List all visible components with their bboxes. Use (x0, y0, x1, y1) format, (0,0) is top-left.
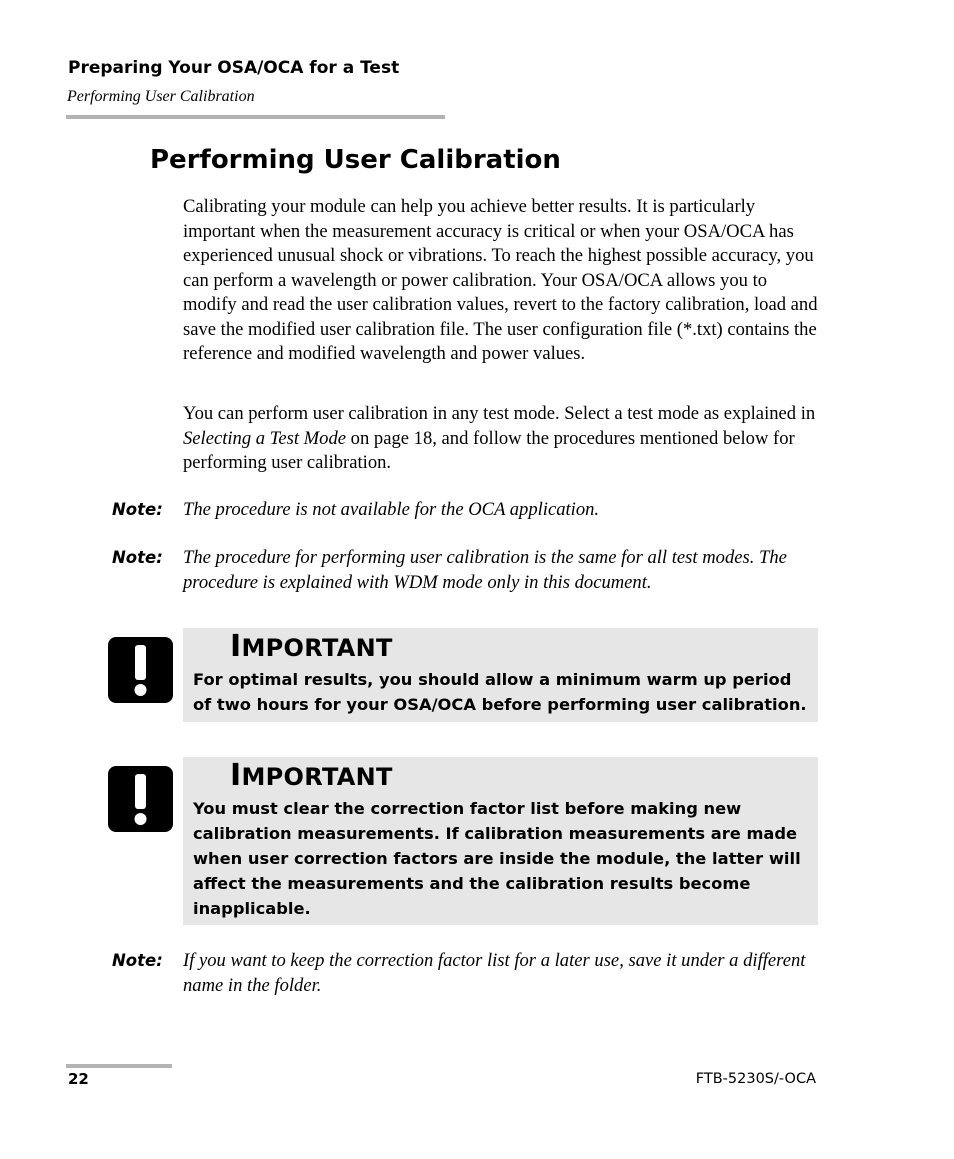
important-heading-rest: MPORTANT (241, 634, 393, 662)
page-number: 22 (68, 1070, 89, 1088)
note-text: The procedure for performing user calibration is the same for all test modes. The procedure is explained with WDM mode only in this document. (183, 547, 787, 593)
important-heading-initial: I (230, 758, 242, 793)
footer-rule (66, 1064, 172, 1068)
paragraph-text: You can perform user calibration in any test mode. Select a test mode as explained in (183, 403, 816, 424)
note-label: Note: (112, 548, 163, 567)
page-title: Performing User Calibration (150, 145, 561, 175)
section-subtitle: Performing User Calibration (67, 88, 255, 105)
important-heading-rest: MPORTANT (241, 763, 393, 791)
cross-reference-link[interactable]: Selecting a Test Mode (183, 427, 347, 449)
note-label: Note: (112, 951, 163, 970)
important-text: You must clear the correction factor list before making new calibration measurements. If calibration measurements are made when user correction factors are inside the module, the latter will affect the measurements and the calibration results become inapplicable. (193, 799, 801, 918)
important-heading-initial: I (230, 629, 242, 664)
important-text: For optimal results, you should allow a minimum warm up period of two hours for your OSA/OCA before performing user calibration. (193, 670, 807, 714)
exclamation-icon (107, 765, 174, 833)
chapter-title: Preparing Your OSA/OCA for a Test (68, 58, 400, 78)
important-heading (230, 629, 393, 664)
document-id: FTB-5230S/-OCA (695, 1071, 816, 1087)
intro-paragraph: Calibrating your module can help you achieve better results. It is particularly important when the measurement accuracy is critical or when your OSA/OCA has experienced unusual shock or vibrations. To reach the highest possible accuracy, you can perform a wavelength or power calibration. Your OSA/OCA allows you to modify and read the user calibration values, revert to the factory calibration, load and save the modified user calibration file. The user configuration file (*.txt) contains the reference and modified wavelength and power values. (183, 196, 818, 364)
important-heading (230, 758, 393, 793)
note-label: Note: (112, 500, 163, 519)
note-text: If you want to keep the correction factor list for a later use, save it under a different name in the folder. (183, 950, 806, 996)
test-mode-paragraph (183, 402, 823, 476)
note-text: The procedure is not available for the OCA application. (183, 499, 600, 520)
header-rule (66, 115, 445, 119)
exclamation-icon (107, 636, 174, 704)
paragraph-text: on page 18, and follow the procedures mentioned below for performing user calibration. (183, 427, 795, 473)
